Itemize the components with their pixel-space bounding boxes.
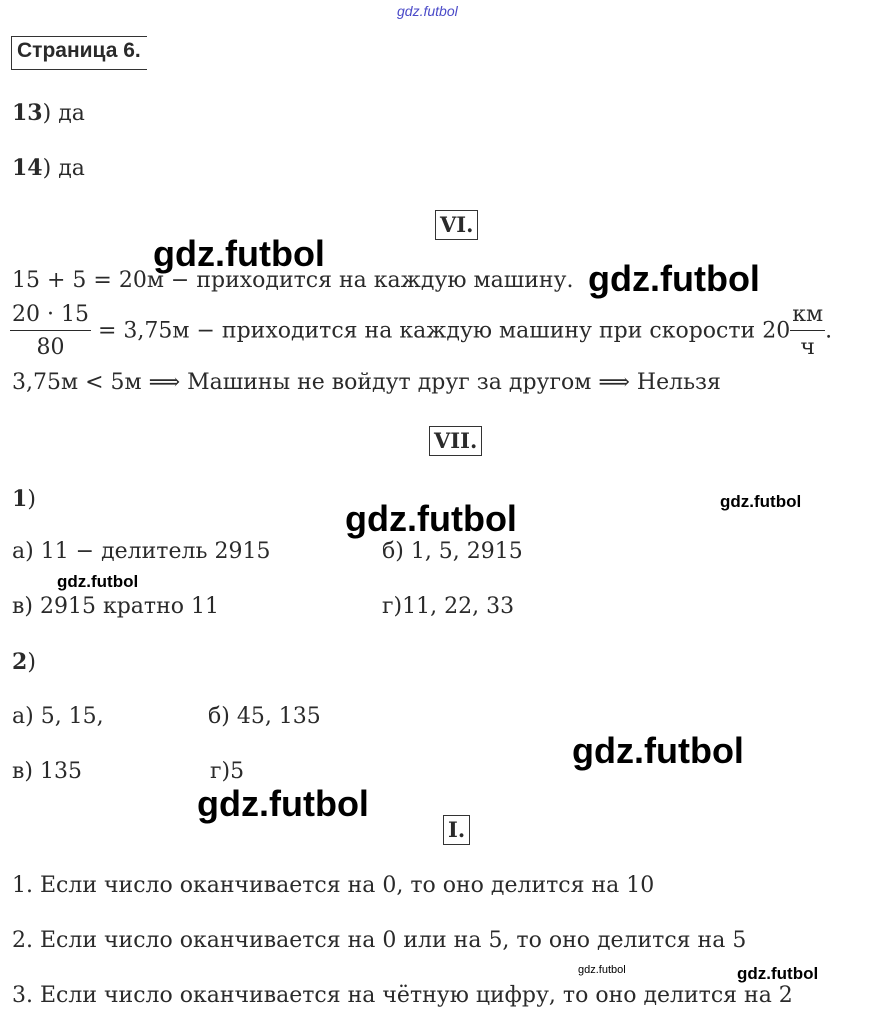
watermark: gdz.futbol (345, 498, 517, 539)
part-number: 2 (12, 649, 28, 675)
section-heading-i: I. (443, 815, 470, 845)
fraction-numerator: км (790, 302, 825, 331)
answer-text: ) да (42, 101, 85, 126)
rule-item: 1. Если число оканчивается на 0, то оно делится на 10 (12, 873, 655, 898)
vi-line-2 (10, 302, 832, 361)
vii-1-b: б) 1, 5, 2915 (382, 539, 523, 564)
vii-2-g: г)5 (210, 759, 245, 784)
answer-14 (12, 155, 85, 182)
fraction-numerator: 20 · 15 (10, 302, 91, 331)
fraction-denominator: ч (800, 335, 815, 360)
fraction-unit (790, 302, 825, 361)
vi-line-3: 3,75м < 5м ⟹ Машины не войдут друг за другом ⟹ Нельзя (12, 370, 721, 395)
section-heading-vi: VI. (435, 210, 478, 240)
part-paren: ) (27, 650, 36, 675)
vi-line-2-end: . (825, 318, 833, 344)
rule-item: 2. Если число оканчивается на 0 или на 5, то оно делится на 5 (12, 928, 747, 953)
watermark: gdz.futbol (720, 492, 802, 511)
vii-2-a: а) 5, 15, (12, 704, 104, 729)
vi-line-2-text: = 3,75м − приходится на каждую машину при скорости 20 (90, 318, 791, 344)
vii-1-g: г)11, 22, 33 (382, 594, 515, 619)
watermark: gdz.futbol (153, 233, 325, 274)
fraction-denominator: 80 (36, 335, 65, 360)
vii-2-v: в) 135 (12, 759, 82, 784)
answer-number: 14 (12, 155, 43, 181)
part-paren: ) (27, 487, 36, 512)
vii-2-b: б) 45, 135 (208, 704, 321, 729)
watermark: gdz.futbol (197, 783, 369, 824)
vii-1-a: а) 11 − делитель 2915 (12, 539, 271, 564)
watermark: gdz.futbol (737, 964, 819, 983)
answer-13 (12, 100, 85, 127)
part-number: 1 (12, 486, 28, 512)
watermark: gdz.futbol (578, 964, 626, 976)
watermark: gdz.futbol (57, 572, 139, 591)
vii-part-1-heading (12, 486, 36, 513)
rule-item: 3. Если число оканчивается на чётную цифру, то оно делится на 2 (12, 983, 793, 1008)
fraction (10, 302, 91, 361)
vii-part-2-heading (12, 649, 36, 676)
section-heading-vii: VII. (429, 426, 482, 456)
answer-text: ) да (42, 156, 85, 181)
answer-number: 13 (12, 100, 43, 126)
watermark: gdz.futbol (588, 258, 760, 299)
vi-line-1: 15 + 5 = 20м − приходится на каждую машину. (12, 268, 574, 293)
watermark-top: gdz.futbol (397, 3, 458, 19)
watermark: gdz.futbol (572, 730, 744, 771)
vii-1-v: в) 2915 кратно 11 (12, 594, 219, 619)
page-title: Страница 6. (11, 36, 147, 70)
